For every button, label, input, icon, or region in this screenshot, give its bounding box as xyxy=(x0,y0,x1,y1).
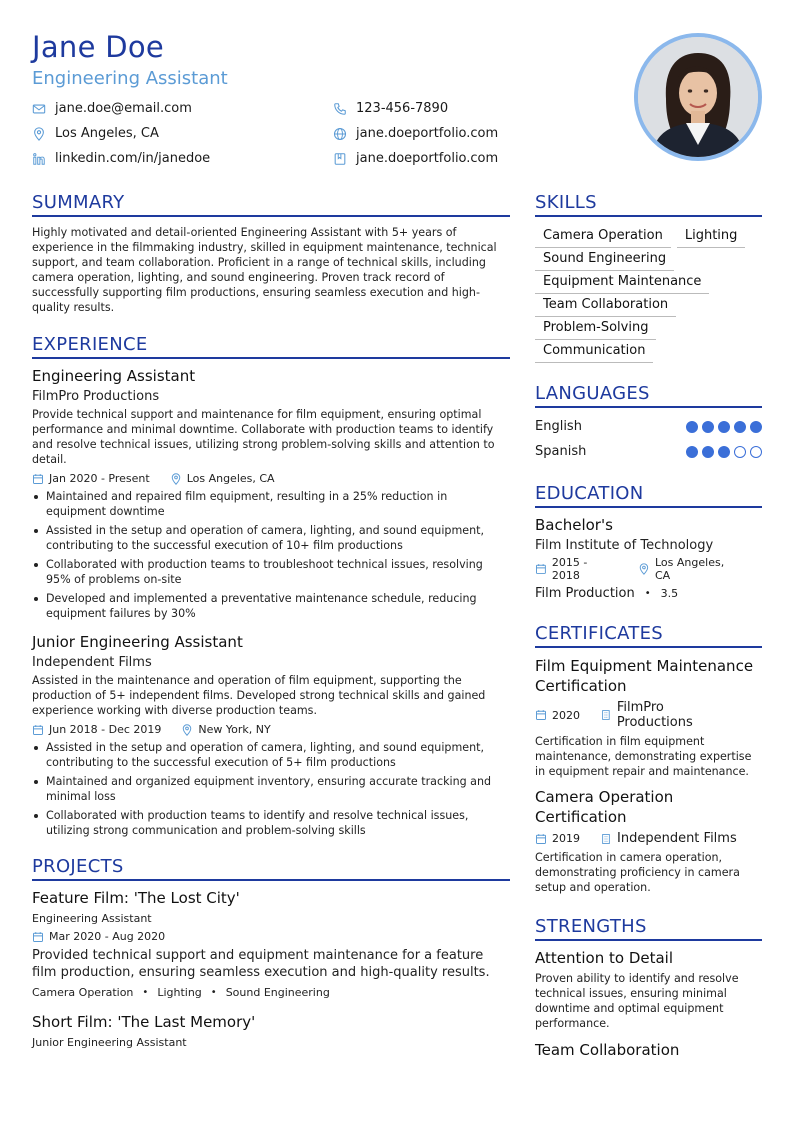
level-dot-filled xyxy=(718,421,730,433)
contact-location xyxy=(32,126,159,141)
globe-icon xyxy=(333,127,347,141)
skill-tag: Sound Engineering xyxy=(535,248,674,271)
level-dot-empty xyxy=(750,446,762,458)
education-dates: 2015 - 2018 xyxy=(551,556,588,582)
language-name: English xyxy=(535,419,582,434)
summary-text: Highly motivated and detail-oriented Engineering Assistant with 5+ years of experience in the filmmaking industry, skilled in equipment maintenance, technical support, and team collaboration. Proficient in a range of technical skills, including camera operation, lighting, and sound engineering. Proven track record of successfully supporting film productions, ensuring seamless execution and high-quality results. xyxy=(32,226,497,314)
certificate-issuer: Independent Films xyxy=(617,831,737,846)
portfolio-icon xyxy=(333,152,347,166)
project-title: Short Film: 'The Last Memory' xyxy=(32,1013,256,1031)
right-column xyxy=(535,192,762,1059)
strength-entry xyxy=(535,949,762,1031)
certificate-title: Camera Operation Certification xyxy=(535,788,674,826)
building-icon xyxy=(600,709,612,721)
bullet-item: Developed and implemented a preventative maintenance schedule, reducing equipment failures by 30% xyxy=(32,591,510,621)
email-icon xyxy=(32,102,46,116)
skills-list xyxy=(535,225,762,363)
calendar-icon xyxy=(32,473,44,485)
calendar-icon xyxy=(32,931,44,943)
profile-photo xyxy=(638,37,758,157)
certificate-issuer: FilmPro Productions xyxy=(616,700,693,730)
tag-separator: • xyxy=(210,987,217,998)
certificate-meta xyxy=(535,831,762,846)
job-title: Engineering Assistant xyxy=(32,367,196,385)
job-description: Assisted in the maintenance and operation of film equipment, supporting the production of 5+ independent films. Developed strong technical skills and gained experience working with diverse production teams. xyxy=(32,674,486,717)
skill-tag: Equipment Maintenance xyxy=(535,271,709,294)
job-location: Los Angeles, CA xyxy=(186,472,275,485)
level-dot-filled xyxy=(702,446,714,458)
field-separator: • xyxy=(644,588,651,599)
job-company: Independent Films xyxy=(32,655,152,670)
certificate-entry xyxy=(535,656,762,779)
project-meta xyxy=(32,930,510,943)
skill-tag: Team Collaboration xyxy=(535,294,676,317)
bullet-item: Maintained and repaired film equipment, resulting in a 25% reduction in equipment downtime xyxy=(32,489,510,519)
job-description: Provide technical support and maintenance for film equipment, ensuring optimal performance and minimal downtime. Collaborate with production teams to identify and resolve technical issues, utilizing strong problem-solving skills and attention to detail. xyxy=(32,408,495,466)
bullet-item: Maintained and organized equipment inventory, ensuring accurate tracking and minimal loss xyxy=(32,774,510,804)
education-location: Los Angeles, CA xyxy=(655,556,725,582)
education-school: Film Institute of Technology xyxy=(535,538,714,553)
certificate-year: 2020 xyxy=(552,708,580,722)
language-level-dots xyxy=(686,421,762,433)
languages-heading: LANGUAGES xyxy=(535,383,762,408)
education-field-row xyxy=(535,586,762,601)
level-dot-empty xyxy=(734,446,746,458)
job-bullets xyxy=(32,740,510,838)
project-description: Provided technical support and equipment maintenance for a feature film production, ensuring seamless execution and high-quality results. xyxy=(32,948,490,980)
linkedin-icon xyxy=(32,152,46,166)
contact-portfolio[interactable] xyxy=(333,151,498,166)
bullet-item: Collaborated with production teams to troubleshoot technical issues, resolving 95% of problems on-site xyxy=(32,557,510,587)
certificate-title: Film Equipment Maintenance Certification xyxy=(535,657,754,695)
job-title: Junior Engineering Assistant xyxy=(32,633,243,651)
strength-title: Attention to Detail xyxy=(535,949,674,967)
calendar-icon xyxy=(535,563,547,575)
location-pin-icon xyxy=(638,563,650,575)
project-title: Feature Film: 'The Lost City' xyxy=(32,889,240,907)
language-level-dots xyxy=(686,446,762,458)
resume-name: Jane Doe xyxy=(32,30,165,64)
project-tag: Sound Engineering xyxy=(225,986,330,999)
language-name: Spanish xyxy=(535,444,587,459)
education-field: Film Production xyxy=(535,586,635,601)
building-icon xyxy=(600,833,612,845)
education-meta xyxy=(535,556,762,582)
contact-website[interactable] xyxy=(333,126,498,141)
strength-title: Team Collaboration xyxy=(535,1041,680,1059)
certificates-heading: CERTIFICATES xyxy=(535,623,762,648)
level-dot-filled xyxy=(750,421,762,433)
certificate-meta xyxy=(535,700,762,730)
tag-separator: • xyxy=(142,987,149,998)
location-pin-icon xyxy=(32,127,46,141)
certificate-description: Certification in film equipment maintenance, demonstrating expertise in equipment repair and maintenance. xyxy=(535,735,752,778)
project-role: Engineering Assistant xyxy=(32,912,152,925)
summary-heading: SUMMARY xyxy=(32,192,510,217)
bullet-item: Assisted in the setup and operation of camera, lighting, and sound equipment, contributing to the successful execution of 10+ film productions xyxy=(32,523,510,553)
job-company: FilmPro Productions xyxy=(32,389,160,404)
skill-tag: Lighting xyxy=(677,225,746,248)
project-tags xyxy=(32,986,510,999)
job-entry xyxy=(32,367,510,621)
project-tag: Camera Operation xyxy=(32,986,134,999)
language-row xyxy=(535,441,762,462)
strength-description: Proven ability to identify and resolve technical issues, ensuring minimal downtime and optimal equipment performance. xyxy=(535,972,739,1030)
job-dates: Jun 2018 - Dec 2019 xyxy=(49,723,162,736)
job-meta xyxy=(32,472,510,485)
bullet-item: Assisted in the setup and operation of camera, lighting, and sound equipment, contributing to the successful execution of 5+ film productions xyxy=(32,740,510,770)
location-text: Los Angeles, CA xyxy=(55,126,159,141)
calendar-icon xyxy=(535,833,547,845)
location-pin-icon xyxy=(170,473,182,485)
skill-tag: Problem-Solving xyxy=(535,317,656,340)
certificate-entry xyxy=(535,787,762,895)
project-entry xyxy=(32,1013,510,1049)
certificate-description: Certification in camera operation, demonstrating proficiency in camera setup and operation. xyxy=(535,851,740,894)
job-location: New York, NY xyxy=(198,723,271,736)
project-tag: Lighting xyxy=(157,986,202,999)
calendar-icon xyxy=(32,724,44,736)
contact-linkedin[interactable] xyxy=(32,151,210,166)
phone-text: 123-456-7890 xyxy=(356,101,449,116)
location-pin-icon xyxy=(181,724,193,736)
email-text: jane.doe@email.com xyxy=(55,101,192,116)
website-text: jane.doeportfolio.com xyxy=(356,126,499,141)
calendar-icon xyxy=(535,709,547,721)
contact-email[interactable] xyxy=(32,101,192,116)
job-meta xyxy=(32,723,510,736)
project-role: Junior Engineering Assistant xyxy=(32,1036,187,1049)
resume-title: Engineering Assistant xyxy=(32,68,228,89)
skills-heading: SKILLS xyxy=(535,192,762,217)
education-heading: EDUCATION xyxy=(535,483,762,508)
skill-tag: Camera Operation xyxy=(535,225,671,248)
strengths-heading: STRENGTHS xyxy=(535,916,762,941)
level-dot-filled xyxy=(686,446,698,458)
skill-tag: Communication xyxy=(535,340,653,363)
project-dates: Mar 2020 - Aug 2020 xyxy=(49,930,166,943)
level-dot-filled xyxy=(686,421,698,433)
education-degree: Bachelor's xyxy=(535,516,613,534)
job-dates: Jan 2020 - Present xyxy=(49,472,150,485)
phone-icon xyxy=(333,102,347,116)
job-bullets xyxy=(32,489,510,621)
level-dot-filled xyxy=(718,446,730,458)
project-entry xyxy=(32,889,510,999)
level-dot-filled xyxy=(734,421,746,433)
linkedin-text: linkedin.com/in/janedoe xyxy=(55,151,211,166)
left-column xyxy=(32,192,510,1049)
strength-entry xyxy=(535,1041,762,1059)
education-gpa: 3.5 xyxy=(660,587,679,600)
portfolio-text: jane.doeportfolio.com xyxy=(356,151,499,166)
level-dot-filled xyxy=(702,421,714,433)
bullet-item: Collaborated with production teams to identify and resolve technical issues, utilizing strong communication and problem-solving skills xyxy=(32,808,510,838)
certificate-year: 2019 xyxy=(552,832,580,845)
projects-heading: PROJECTS xyxy=(32,856,510,881)
language-row xyxy=(535,416,762,437)
avatar xyxy=(634,33,762,161)
experience-heading: EXPERIENCE xyxy=(32,334,510,359)
contact-phone[interactable] xyxy=(333,101,448,116)
job-entry xyxy=(32,633,510,838)
